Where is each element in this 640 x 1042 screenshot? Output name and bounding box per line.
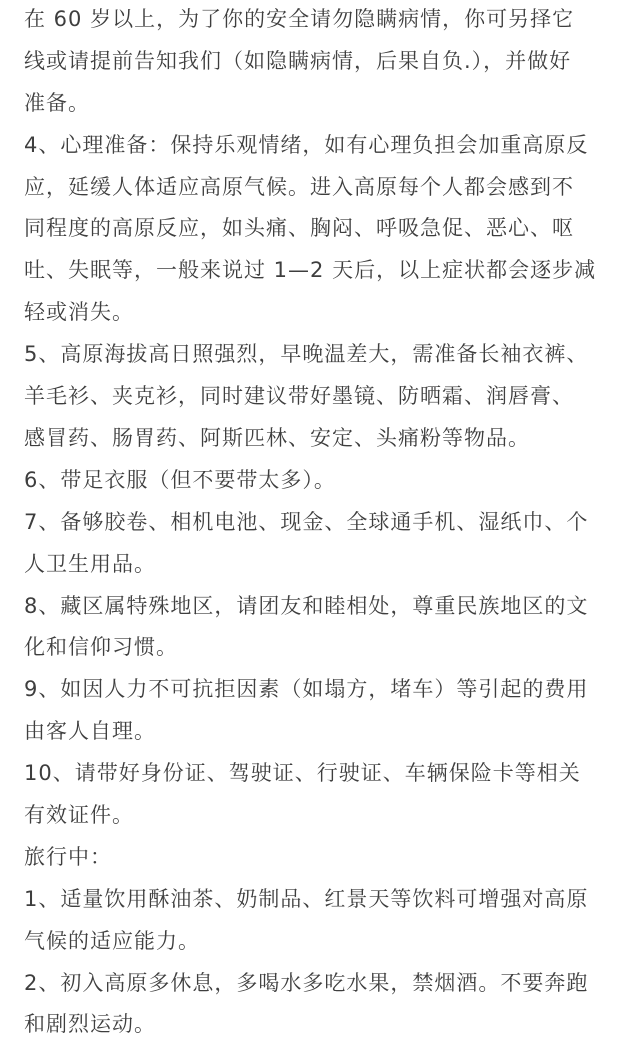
text-line: 9、如因人力不可抗拒因素（如塌方，堵车）等引起的费用 <box>24 677 589 701</box>
text-line: 10、请带好身份证、驾驶证、行驶证、车辆保险卡等相关 <box>24 761 581 785</box>
text-line: 7、备够胶卷、相机电池、现金、全球通手机、湿纸巾、个 <box>24 510 589 534</box>
text-line: 羊毛衫、夹克衫，同时建议带好墨镜、防晒霜、润唇膏、 <box>24 384 574 408</box>
text-line: 应，延缓人体适应高原气候。进入高原每个人都会感到不 <box>24 175 574 199</box>
text-line: 轻或消失。 <box>24 300 134 324</box>
section-heading: 旅行中： <box>24 845 112 869</box>
text-line: 同程度的高原反应，如头痛、胸闷、呼吸急促、恶心、呕 <box>24 216 574 240</box>
text-line: 人卫生用品。 <box>24 552 156 576</box>
text-line: 2、初入高原多休息，多喝水多吃水果，禁烟酒。不要奔跑 <box>24 971 589 995</box>
text-line: 化和信仰习惯。 <box>24 635 178 659</box>
text-line: 有效证件。 <box>24 803 134 827</box>
text-line: 气候的适应能力。 <box>24 929 200 953</box>
text-line: 5、高原海拔高日照强烈，早晚温差大，需准备长袖衣裤、 <box>24 342 589 366</box>
text-line: 8、藏区属特殊地区，请团友和睦相处，尊重民族地区的文 <box>24 594 589 618</box>
text-line: 感冒药、肠胃药、阿斯匹林、安定、头痛粉等物品。 <box>24 426 530 450</box>
text-line: 由客人自理。 <box>24 719 156 743</box>
text-line: 准备。 <box>24 91 90 115</box>
text-line: 和剧烈运动。 <box>24 1012 156 1036</box>
text-line: 6、带足衣服（但不要带太多）。 <box>24 468 336 492</box>
text-line: 1、适量饮用酥油茶、奶制品、红景天等饮料可增强对高原 <box>24 887 589 911</box>
text-line: 在 60 岁以上，为了你的安全请勿隐瞒病情，你可另择它 <box>24 7 575 31</box>
text-line: 吐、失眠等，一般来说过 1—2 天后，以上症状都会逐步减 <box>24 258 597 282</box>
text-line: 线或请提前告知我们（如隐瞒病情，后果自负.），并做好 <box>24 49 572 73</box>
text-line: 4、心理准备：保持乐观情绪，如有心理负担会加重高原反 <box>24 133 589 157</box>
